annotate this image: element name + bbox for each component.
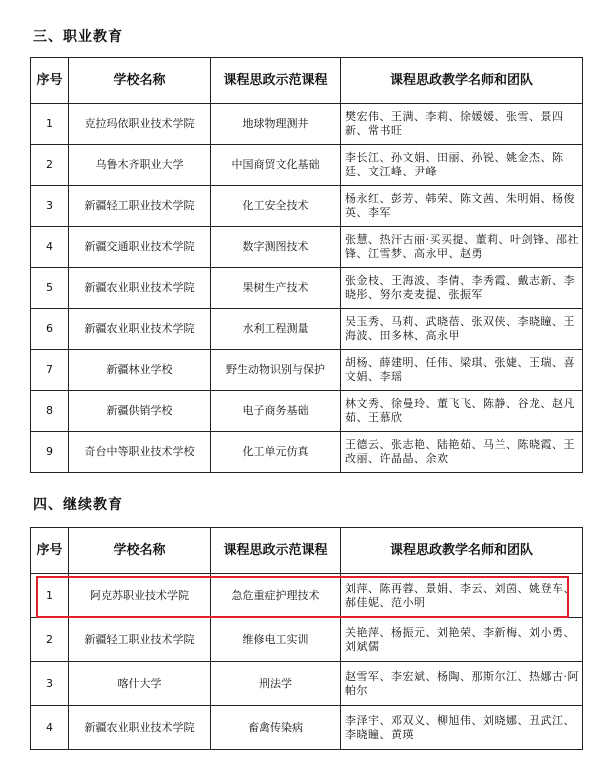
row-no: 1 [31, 574, 69, 618]
row-no: 6 [31, 309, 69, 350]
row-no: 7 [31, 350, 69, 391]
table-row [31, 309, 583, 350]
row-course: 维修电工实训 [211, 618, 341, 662]
table-row [31, 432, 583, 473]
table-row [31, 574, 583, 618]
row-no: 2 [31, 145, 69, 186]
table-row [31, 706, 583, 750]
row-school: 新疆农业职业技术学院 [69, 268, 211, 309]
continuing-education-table [30, 527, 583, 750]
header-no: 序号 [31, 58, 69, 104]
row-course: 化工安全技术 [211, 186, 341, 227]
row-school: 新疆轻工职业技术学院 [69, 618, 211, 662]
table-row [31, 104, 583, 145]
row-team: 赵雪军、李宏斌、杨陶、那斯尔江、热娜古·阿帕尔 [341, 662, 583, 706]
table-row [31, 145, 583, 186]
header-team: 课程思政教学名师和团队 [341, 58, 583, 104]
header-school: 学校名称 [69, 528, 211, 574]
row-team: 李长江、孙文娟、田丽、孙锐、姚金杰、陈廷、文江峰、尹峰 [341, 145, 583, 186]
row-course: 水利工程测量 [211, 309, 341, 350]
row-no: 8 [31, 391, 69, 432]
row-team: 刘萍、陈再蓉、景娟、李云、刘茵、姚登车、郝佳妮、范小明 [341, 574, 583, 618]
row-team: 杨永红、彭芳、韩荣、陈文茜、朱明娟、杨俊英、李军 [341, 186, 583, 227]
row-course: 地球物理测井 [211, 104, 341, 145]
row-team: 张慧、热汗古丽·买买提、董莉、叶剑锋、邵社锋、江雪梦、高永甲、赵勇 [341, 227, 583, 268]
header-course: 课程思政示范课程 [211, 58, 341, 104]
row-no: 3 [31, 186, 69, 227]
table-row [31, 186, 583, 227]
table-header-row [31, 528, 583, 574]
row-team: 张金枝、王海波、李倩、李秀霞、戴志新、李晓彤、努尔麦麦提、张振军 [341, 268, 583, 309]
table-header-row [31, 58, 583, 104]
row-no: 2 [31, 618, 69, 662]
row-no: 9 [31, 432, 69, 473]
table-row [31, 662, 583, 706]
row-team: 林文秀、徐曼玲、董飞飞、陈静、谷龙、赵凡茹、王慕欣 [341, 391, 583, 432]
row-team: 关艳萍、杨振元、刘艳荣、李新梅、刘小勇、刘斌儒 [341, 618, 583, 662]
table-row [31, 391, 583, 432]
row-team: 胡杨、薛建明、任伟、梁琪、张婕、王瑞、喜文娟、李瑶 [341, 350, 583, 391]
row-course: 数字测图技术 [211, 227, 341, 268]
row-no: 4 [31, 227, 69, 268]
row-course: 电子商务基础 [211, 391, 341, 432]
section3-title: 三、职业教育 [33, 29, 123, 45]
row-course: 急危重症护理技术 [211, 574, 341, 618]
row-course: 刑法学 [211, 662, 341, 706]
row-school: 新疆农业职业技术学院 [69, 309, 211, 350]
row-school: 阿克苏职业技术学院 [69, 574, 211, 618]
table-row [31, 268, 583, 309]
row-school: 新疆农业职业技术学院 [69, 706, 211, 750]
header-no: 序号 [31, 528, 69, 574]
row-school: 新疆供销学校 [69, 391, 211, 432]
section4-title: 四、继续教育 [33, 497, 123, 513]
row-school: 新疆轻工职业技术学院 [69, 186, 211, 227]
row-course: 中国商贸文化基础 [211, 145, 341, 186]
row-school: 新疆林业学校 [69, 350, 211, 391]
row-school: 乌鲁木齐职业大学 [69, 145, 211, 186]
table-row [31, 618, 583, 662]
row-course: 野生动物识别与保护 [211, 350, 341, 391]
header-course: 课程思政示范课程 [211, 528, 341, 574]
row-no: 3 [31, 662, 69, 706]
vocational-education-table [30, 57, 583, 473]
row-team: 樊宏伟、王满、李莉、徐媛媛、张雪、景四新、常书旺 [341, 104, 583, 145]
row-school: 新疆交通职业技术学院 [69, 227, 211, 268]
row-team: 王德云、张志艳、陆艳茹、马兰、陈晓霞、王改丽、许晶晶、余欢 [341, 432, 583, 473]
row-no: 1 [31, 104, 69, 145]
row-course: 化工单元仿真 [211, 432, 341, 473]
row-course: 果树生产技术 [211, 268, 341, 309]
row-course: 畜禽传染病 [211, 706, 341, 750]
row-school: 克拉玛依职业技术学院 [69, 104, 211, 145]
table-row [31, 227, 583, 268]
header-team: 课程思政教学名师和团队 [341, 528, 583, 574]
row-no: 5 [31, 268, 69, 309]
header-school: 学校名称 [69, 58, 211, 104]
row-team: 吴玉秀、马莉、武晓蓓、张双侠、李晓瞳、王海波、田多林、高永甲 [341, 309, 583, 350]
row-team: 李泽宇、邓双义、柳旭伟、刘晓娜、丑武江、李晓瞳、黄瑛 [341, 706, 583, 750]
table-row [31, 350, 583, 391]
row-school: 奇台中等职业技术学校 [69, 432, 211, 473]
row-school: 喀什大学 [69, 662, 211, 706]
row-no: 4 [31, 706, 69, 750]
